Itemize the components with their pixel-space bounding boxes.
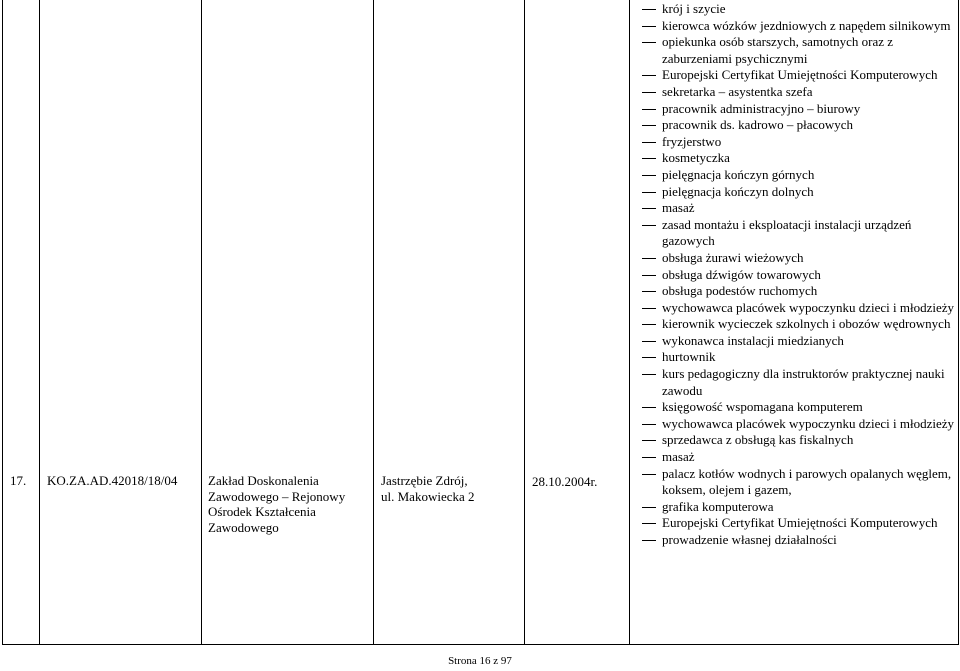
list-item: sekretarka – asystentka szefa — [662, 83, 813, 99]
address-line: Jastrzębie Zdrój, — [381, 473, 468, 488]
list-item: kurs pedagogiczny dla instruktorów praktycznej nauki zawodu — [662, 366, 945, 398]
table-border-left — [2, 0, 3, 644]
address-line: ul. Makowiecka 2 — [381, 488, 475, 504]
list-item: kierowca wózków jezdniowych z napędem silnikowym — [662, 17, 951, 33]
table-col-divider — [524, 0, 525, 644]
table-border-bottom — [2, 644, 959, 645]
list-item: obsługa dźwigów towarowych — [662, 266, 821, 282]
list-item: wychowawca placówek wypoczynku dzieci i młodzieży — [662, 299, 955, 315]
list-item: pielęgnacja kończyn dolnych — [662, 183, 814, 199]
list-item: Europejski Certyfikat Umiejętności Komputerowych — [662, 515, 938, 531]
list-item: hurtownik — [662, 349, 716, 365]
list-item: pracownik administracyjno – biurowy — [662, 100, 861, 116]
institution-line: Zakład Doskonalenia — [208, 473, 319, 488]
list-item: sprzedawca z obsługą kas fiskalnych — [662, 432, 854, 448]
list-item: wykonawca instalacji miedzianych — [662, 332, 844, 348]
list-item: pracownik ds. kadrowo – płacowych — [662, 117, 853, 133]
institution-line: Zawodowego – Rejonowy — [208, 488, 346, 504]
institution-name — [208, 473, 345, 535]
list-item: kierownik wycieczek szkolnych i obozów wędrownych — [662, 316, 951, 332]
list-item: pielęgnacja kończyn górnych — [662, 166, 815, 182]
institution-line: Ośrodek Kształcenia — [208, 504, 316, 519]
table-col-divider — [39, 0, 40, 644]
list-item: opiekunka osób starszych, samotnych oraz z zaburzeniami psychicznymi — [662, 34, 894, 66]
list-item: fryzjerstwo — [662, 133, 722, 149]
list-item: zasad montażu i eksploatacji instalacji urządzeń gazowych — [662, 216, 912, 249]
page-footer: Strona 16 z 97 — [448, 655, 512, 667]
institution-address — [381, 473, 475, 504]
list-item: obsługa żurawi wieżowych — [662, 249, 804, 265]
list-item: Europejski Certyfikat Umiejętności Komputerowych — [662, 67, 938, 83]
registration-number: KO.ZA.AD.42018/18/04 — [47, 473, 178, 488]
list-item: masaż — [662, 200, 695, 216]
list-item: palacz kotłów wodnych i parowych opalanych węglem, koksem, olejem i gazem, — [662, 465, 952, 498]
list-item: księgowość wspomagana komputerem — [662, 399, 863, 415]
list-item: wychowawca placówek wypoczynku dzieci i młodzieży — [662, 415, 955, 431]
table-col-divider — [629, 0, 630, 644]
institution-line: Zawodowego — [208, 519, 279, 535]
row-number: 17. — [10, 473, 27, 488]
course-list — [640, 1, 958, 549]
list-item: kosmetyczka — [662, 150, 730, 166]
list-item: grafika komputerowa — [662, 498, 774, 514]
list-item: krój i szycie — [662, 1, 726, 16]
list-item: obsługa podestów ruchomych — [662, 283, 818, 299]
table-border-right — [958, 0, 959, 644]
list-item: prowadzenie własnej działalności — [662, 532, 837, 547]
table-col-divider — [201, 0, 202, 644]
table-col-divider — [373, 0, 374, 644]
registration-date: 28.10.2004r. — [532, 474, 598, 489]
list-item: masaż — [662, 449, 695, 465]
